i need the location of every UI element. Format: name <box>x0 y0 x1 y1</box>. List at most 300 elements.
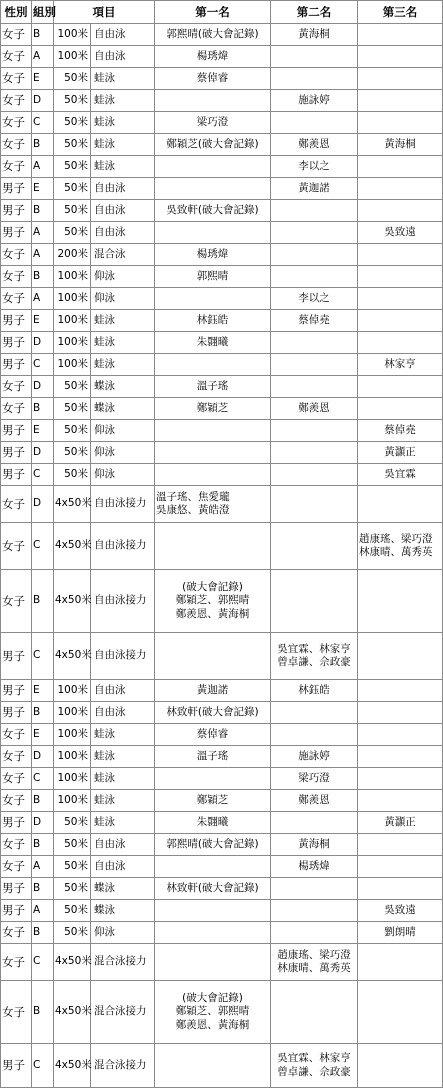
event-cell: 蝶泳 <box>91 398 155 420</box>
third-place-cell <box>358 834 443 856</box>
first-place-cell <box>155 523 271 570</box>
group-cell: A <box>32 46 54 68</box>
third-place-cell <box>358 68 443 90</box>
gender-cell: 男子 <box>1 633 32 680</box>
event-cell: 混合泳接力 <box>91 1044 155 1088</box>
distance-cell: 4x50米 <box>54 1044 91 1088</box>
table-row <box>1 288 443 310</box>
first-place-cell <box>155 420 271 442</box>
second-place-cell <box>271 812 358 834</box>
second-place-cell: 黃海桐 <box>271 24 358 46</box>
first-place-cell <box>155 1044 271 1088</box>
gender-cell: 女子 <box>1 768 32 790</box>
first-place-cell: 朱翾曦 <box>155 332 271 354</box>
second-place-cell: 李以之 <box>271 288 358 310</box>
table-row <box>1 376 443 398</box>
third-place-cell: 吳致遠 <box>358 222 443 244</box>
third-place-cell <box>358 398 443 420</box>
second-place-cell: 李以之 <box>271 156 358 178</box>
first-place-cell: 楊琇煒 <box>155 244 271 266</box>
distance-cell: 4x50米 <box>54 633 91 680</box>
gender-cell: 男子 <box>1 222 32 244</box>
second-place-cell <box>271 266 358 288</box>
table-row <box>1 944 443 981</box>
event-cell: 自由泳 <box>91 702 155 724</box>
second-place-cell <box>271 354 358 376</box>
third-place-cell <box>358 1044 443 1088</box>
third-place-cell <box>358 178 443 200</box>
event-cell: 仰泳 <box>91 442 155 464</box>
first-place-cell: 林鈺皓 <box>155 310 271 332</box>
distance-cell: 50米 <box>54 68 91 90</box>
distance-cell: 50米 <box>54 376 91 398</box>
event-cell: 仰泳 <box>91 266 155 288</box>
third-place-cell <box>358 244 443 266</box>
second-place-cell <box>271 244 358 266</box>
event-cell: 仰泳 <box>91 288 155 310</box>
gender-cell: 女子 <box>1 570 32 633</box>
second-place-cell: 施詠婷 <box>271 90 358 112</box>
event-cell: 蛙泳 <box>91 134 155 156</box>
second-place-cell <box>271 68 358 90</box>
first-place-cell: 林致軒(破大會記錄) <box>155 702 271 724</box>
table-row <box>1 420 443 442</box>
second-place-cell: 吳宜霖、林家亨 曾卓謙、佘政豪 <box>271 633 358 680</box>
distance-cell: 100米 <box>54 354 91 376</box>
second-place-cell <box>271 112 358 134</box>
gender-cell: 女子 <box>1 922 32 944</box>
gender-cell: 男子 <box>1 442 32 464</box>
table-row <box>1 856 443 878</box>
header-group: 組別 <box>32 1 54 24</box>
second-place-cell <box>271 922 358 944</box>
gender-cell: 女子 <box>1 746 32 768</box>
table-row <box>1 746 443 768</box>
table-row <box>1 900 443 922</box>
first-place-cell: 溫子瑤 <box>155 746 271 768</box>
event-cell: 自由泳 <box>91 200 155 222</box>
event-cell: 仰泳 <box>91 922 155 944</box>
second-place-cell <box>271 222 358 244</box>
third-place-cell <box>358 376 443 398</box>
header-first: 第一名 <box>155 1 271 24</box>
gender-cell: 男子 <box>1 878 32 900</box>
distance-cell: 50米 <box>54 900 91 922</box>
gender-cell: 女子 <box>1 523 32 570</box>
second-place-cell <box>271 376 358 398</box>
gender-cell: 男子 <box>1 464 32 486</box>
second-place-cell <box>271 200 358 222</box>
third-place-cell: 趙康瑤、梁巧澄 林康晴、萬秀英 <box>358 523 443 570</box>
first-place-cell <box>155 633 271 680</box>
third-place-cell: 吳宜霖 <box>358 464 443 486</box>
event-cell: 蛙泳 <box>91 790 155 812</box>
third-place-cell <box>358 944 443 981</box>
third-place-cell <box>358 46 443 68</box>
event-cell: 混合泳 <box>91 244 155 266</box>
gender-cell: 女子 <box>1 46 32 68</box>
group-cell: B <box>32 702 54 724</box>
third-place-cell <box>358 724 443 746</box>
table-row <box>1 266 443 288</box>
distance-cell: 50米 <box>54 834 91 856</box>
event-cell: 蛙泳 <box>91 112 155 134</box>
event-cell: 蛙泳 <box>91 156 155 178</box>
gender-cell: 女子 <box>1 112 32 134</box>
distance-cell: 100米 <box>54 310 91 332</box>
third-place-cell <box>358 856 443 878</box>
second-place-cell <box>271 724 358 746</box>
gender-cell: 女子 <box>1 156 32 178</box>
gender-cell: 男子 <box>1 1044 32 1088</box>
event-cell: 蝶泳 <box>91 878 155 900</box>
distance-cell: 4x50米 <box>54 570 91 633</box>
table-row <box>1 24 443 46</box>
third-place-cell: 劉朗晴 <box>358 922 443 944</box>
first-place-cell: 朱翾曦 <box>155 812 271 834</box>
table-row <box>1 724 443 746</box>
group-cell: A <box>32 222 54 244</box>
group-cell: D <box>32 812 54 834</box>
header-event: 項目 <box>54 1 155 24</box>
distance-cell: 50米 <box>54 222 91 244</box>
third-place-cell <box>358 156 443 178</box>
first-place-cell <box>155 442 271 464</box>
distance-cell: 4x50米 <box>54 523 91 570</box>
group-cell: C <box>32 633 54 680</box>
third-place-cell <box>358 486 443 523</box>
table-row <box>1 464 443 486</box>
first-place-cell: 梁巧澄 <box>155 112 271 134</box>
distance-cell: 50米 <box>54 112 91 134</box>
distance-cell: 50米 <box>54 178 91 200</box>
event-cell: 自由泳 <box>91 834 155 856</box>
distance-cell: 4x50米 <box>54 944 91 981</box>
third-place-cell <box>358 90 443 112</box>
third-place-cell: 黃海桐 <box>358 134 443 156</box>
first-place-cell: 溫子瑤、焦愛瓏 吳康悠、黃皓澄 <box>155 486 271 523</box>
event-cell: 蛙泳 <box>91 90 155 112</box>
distance-cell: 100米 <box>54 24 91 46</box>
group-cell: C <box>32 354 54 376</box>
distance-cell: 50米 <box>54 420 91 442</box>
distance-cell: 4x50米 <box>54 486 91 523</box>
table-row <box>1 834 443 856</box>
table-row <box>1 702 443 724</box>
first-place-cell: 郭熙晴 <box>155 266 271 288</box>
gender-cell: 男子 <box>1 310 32 332</box>
group-cell: C <box>32 1044 54 1088</box>
second-place-cell: 黃迦諾 <box>271 178 358 200</box>
table-row <box>1 244 443 266</box>
table-row <box>1 398 443 420</box>
first-place-cell: 鄭穎芝(破大會記錄) <box>155 134 271 156</box>
gender-cell: 男子 <box>1 702 32 724</box>
table-row <box>1 90 443 112</box>
event-cell: 蛙泳 <box>91 332 155 354</box>
table-row <box>1 523 443 570</box>
distance-cell: 50米 <box>54 812 91 834</box>
table-row <box>1 1044 443 1088</box>
gender-cell: 女子 <box>1 486 32 523</box>
table-row <box>1 812 443 834</box>
gender-cell: 女子 <box>1 90 32 112</box>
group-cell: C <box>32 944 54 981</box>
event-cell: 混合泳接力 <box>91 944 155 981</box>
header-second: 第二名 <box>271 1 358 24</box>
third-place-cell <box>358 24 443 46</box>
event-cell: 自由泳接力 <box>91 486 155 523</box>
event-cell: 蝶泳 <box>91 376 155 398</box>
second-place-cell <box>271 46 358 68</box>
table-row <box>1 768 443 790</box>
first-place-cell: 蔡倬睿 <box>155 68 271 90</box>
group-cell: D <box>32 332 54 354</box>
event-cell: 自由泳 <box>91 680 155 702</box>
second-place-cell: 林鈺皓 <box>271 680 358 702</box>
event-cell: 蛙泳 <box>91 812 155 834</box>
group-cell: E <box>32 680 54 702</box>
second-place-cell <box>271 332 358 354</box>
group-cell: B <box>32 134 54 156</box>
table-row <box>1 178 443 200</box>
second-place-cell: 蔡倬堯 <box>271 310 358 332</box>
table-row <box>1 112 443 134</box>
group-cell: C <box>32 464 54 486</box>
table-row <box>1 922 443 944</box>
second-place-cell: 鄭羨恩 <box>271 790 358 812</box>
distance-cell: 100米 <box>54 680 91 702</box>
group-cell: A <box>32 288 54 310</box>
group-cell: D <box>32 90 54 112</box>
event-cell: 蛙泳 <box>91 724 155 746</box>
first-place-cell <box>155 90 271 112</box>
table-row <box>1 878 443 900</box>
group-cell: E <box>32 420 54 442</box>
third-place-cell <box>358 200 443 222</box>
first-place-cell: 吳致軒(破大會記錄) <box>155 200 271 222</box>
event-cell: 蛙泳 <box>91 68 155 90</box>
second-place-cell: 趙康瑤、梁巧澄 林康晴、萬秀英 <box>271 944 358 981</box>
third-place-cell <box>358 288 443 310</box>
event-cell: 仰泳 <box>91 420 155 442</box>
gender-cell: 女子 <box>1 288 32 310</box>
first-place-cell: 郭熙晴(破大會記錄) <box>155 834 271 856</box>
gender-cell: 男子 <box>1 332 32 354</box>
table-body <box>1 24 443 1088</box>
group-cell: D <box>32 746 54 768</box>
table-row <box>1 222 443 244</box>
second-place-cell: 梁巧澄 <box>271 768 358 790</box>
gender-cell: 女子 <box>1 134 32 156</box>
distance-cell: 100米 <box>54 288 91 310</box>
table-row <box>1 310 443 332</box>
table-row <box>1 486 443 523</box>
gender-cell: 男子 <box>1 200 32 222</box>
first-place-cell <box>155 900 271 922</box>
distance-cell: 50米 <box>54 878 91 900</box>
third-place-cell: 蔡倬堯 <box>358 420 443 442</box>
gender-cell: 女子 <box>1 856 32 878</box>
distance-cell: 100米 <box>54 46 91 68</box>
first-place-cell <box>155 288 271 310</box>
event-cell: 自由泳 <box>91 24 155 46</box>
second-place-cell <box>271 702 358 724</box>
second-place-cell <box>271 420 358 442</box>
event-cell: 自由泳接力 <box>91 633 155 680</box>
group-cell: C <box>32 523 54 570</box>
second-place-cell: 黃海桐 <box>271 834 358 856</box>
event-cell: 蛙泳 <box>91 310 155 332</box>
group-cell: A <box>32 156 54 178</box>
table-row <box>1 46 443 68</box>
group-cell: E <box>32 178 54 200</box>
second-place-cell <box>271 878 358 900</box>
first-place-cell: 蔡倬睿 <box>155 724 271 746</box>
gender-cell: 男子 <box>1 680 32 702</box>
third-place-cell: 黃灝正 <box>358 442 443 464</box>
group-cell: C <box>32 112 54 134</box>
table-row <box>1 680 443 702</box>
gender-cell: 女子 <box>1 376 32 398</box>
gender-cell: 女子 <box>1 68 32 90</box>
third-place-cell <box>358 570 443 633</box>
second-place-cell: 楊琇煒 <box>271 856 358 878</box>
table-header <box>1 1 443 24</box>
table-row <box>1 790 443 812</box>
table-row <box>1 633 443 680</box>
gender-cell: 女子 <box>1 834 32 856</box>
group-cell: B <box>32 570 54 633</box>
third-place-cell <box>358 746 443 768</box>
group-cell: B <box>32 878 54 900</box>
first-place-cell <box>155 354 271 376</box>
distance-cell: 100米 <box>54 768 91 790</box>
first-place-cell: 郭熙晴(破大會記錄) <box>155 24 271 46</box>
distance-cell: 50米 <box>54 134 91 156</box>
first-place-cell: 黃迦諾 <box>155 680 271 702</box>
second-place-cell: 鄭羨恩 <box>271 398 358 420</box>
third-place-cell <box>358 112 443 134</box>
first-place-cell: 楊琇煒 <box>155 46 271 68</box>
third-place-cell <box>358 702 443 724</box>
gender-cell: 女子 <box>1 944 32 981</box>
third-place-cell: 吳致遠 <box>358 900 443 922</box>
group-cell: A <box>32 244 54 266</box>
table-row <box>1 981 443 1044</box>
distance-cell: 50米 <box>54 398 91 420</box>
event-cell: 蛙泳 <box>91 746 155 768</box>
distance-cell: 50米 <box>54 922 91 944</box>
third-place-cell <box>358 790 443 812</box>
first-place-cell <box>155 768 271 790</box>
group-cell: E <box>32 68 54 90</box>
second-place-cell <box>271 900 358 922</box>
header-row <box>1 1 443 24</box>
event-cell: 自由泳 <box>91 46 155 68</box>
gender-cell: 男子 <box>1 900 32 922</box>
event-cell: 蛙泳 <box>91 354 155 376</box>
third-place-cell <box>358 768 443 790</box>
second-place-cell <box>271 486 358 523</box>
distance-cell: 100米 <box>54 332 91 354</box>
first-place-cell <box>155 922 271 944</box>
group-cell: B <box>32 200 54 222</box>
group-cell: D <box>32 442 54 464</box>
second-place-cell: 施詠婷 <box>271 746 358 768</box>
first-place-cell: (破大會記錄) 鄭穎芝、郭熙晴 鄭羨恩、黃海桐 <box>155 981 271 1044</box>
group-cell: B <box>32 922 54 944</box>
third-place-cell <box>358 310 443 332</box>
first-place-cell: 鄭穎芝 <box>155 790 271 812</box>
second-place-cell: 吳宜霖、林家亨 曾卓謙、佘政豪 <box>271 1044 358 1088</box>
second-place-cell: 鄭羨恩 <box>271 134 358 156</box>
group-cell: B <box>32 398 54 420</box>
table-row <box>1 134 443 156</box>
table-row <box>1 442 443 464</box>
distance-cell: 100米 <box>54 266 91 288</box>
table-row <box>1 68 443 90</box>
event-cell: 自由泳 <box>91 178 155 200</box>
distance-cell: 50米 <box>54 90 91 112</box>
first-place-cell: (破大會記錄) 鄭穎芝、郭熙晴 鄭羨恩、黃海桐 <box>155 570 271 633</box>
distance-cell: 50米 <box>54 856 91 878</box>
first-place-cell: 林致軒(破大會記錄) <box>155 878 271 900</box>
event-cell: 自由泳 <box>91 856 155 878</box>
gender-cell: 男子 <box>1 420 32 442</box>
event-cell: 自由泳 <box>91 222 155 244</box>
third-place-cell <box>358 633 443 680</box>
gender-cell: 女子 <box>1 266 32 288</box>
group-cell: B <box>32 266 54 288</box>
second-place-cell <box>271 442 358 464</box>
first-place-cell: 鄭穎芝 <box>155 398 271 420</box>
group-cell: C <box>32 768 54 790</box>
event-cell: 自由泳接力 <box>91 523 155 570</box>
distance-cell: 200米 <box>54 244 91 266</box>
third-place-cell <box>358 680 443 702</box>
event-cell: 蛙泳 <box>91 768 155 790</box>
third-place-cell <box>358 332 443 354</box>
gender-cell: 男子 <box>1 178 32 200</box>
table-row <box>1 354 443 376</box>
second-place-cell <box>271 981 358 1044</box>
gender-cell: 女子 <box>1 724 32 746</box>
event-cell: 自由泳接力 <box>91 570 155 633</box>
first-place-cell <box>155 464 271 486</box>
third-place-cell <box>358 981 443 1044</box>
distance-cell: 100米 <box>54 702 91 724</box>
first-place-cell <box>155 222 271 244</box>
first-place-cell <box>155 856 271 878</box>
table-row <box>1 200 443 222</box>
first-place-cell: 溫子瑤 <box>155 376 271 398</box>
group-cell: E <box>32 310 54 332</box>
third-place-cell: 黃灝正 <box>358 812 443 834</box>
third-place-cell <box>358 878 443 900</box>
header-gender: 性別 <box>1 1 32 24</box>
table-row <box>1 332 443 354</box>
event-cell: 混合泳接力 <box>91 981 155 1044</box>
first-place-cell <box>155 156 271 178</box>
group-cell: D <box>32 486 54 523</box>
first-place-cell <box>155 944 271 981</box>
second-place-cell <box>271 570 358 633</box>
event-cell: 蝶泳 <box>91 900 155 922</box>
table-row <box>1 570 443 633</box>
first-place-cell <box>155 178 271 200</box>
distance-cell: 4x50米 <box>54 981 91 1044</box>
